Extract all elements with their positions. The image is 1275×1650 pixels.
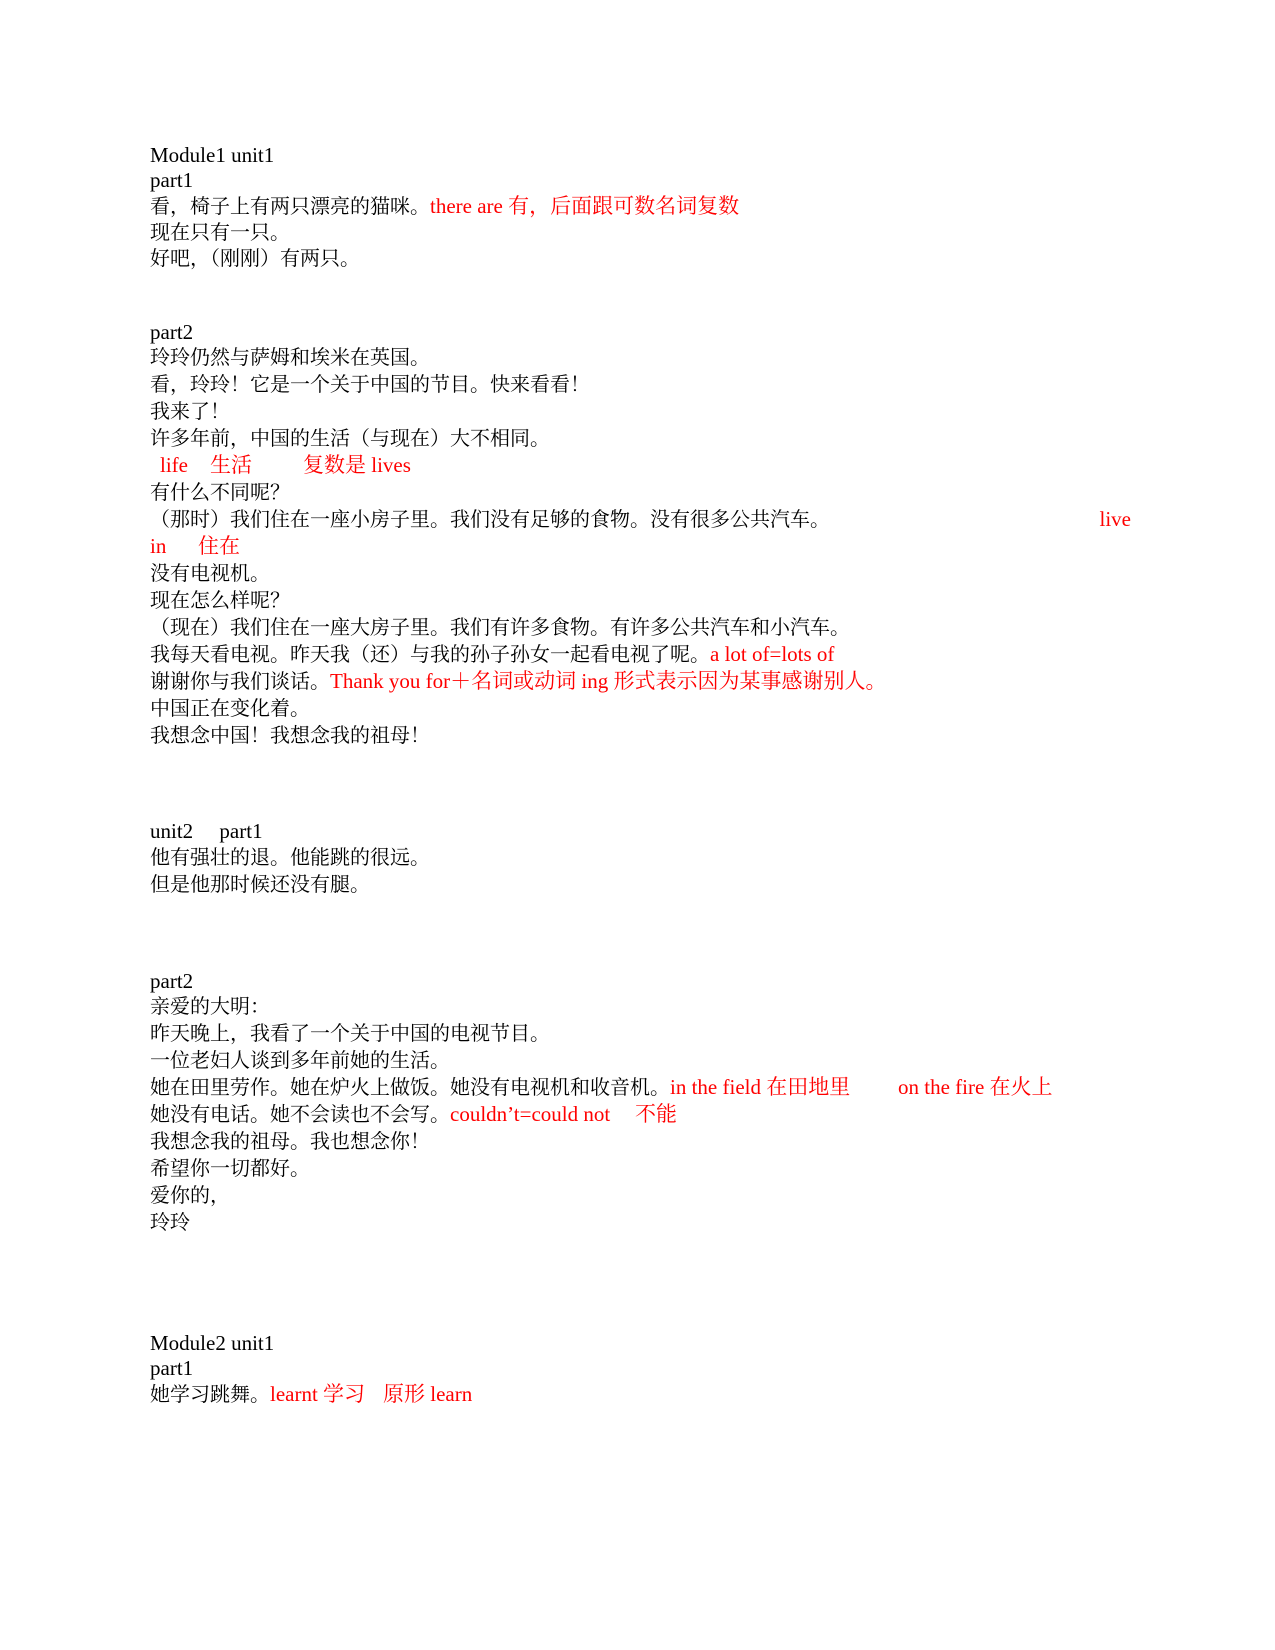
text-line: （现在）我们住在一座大房子里。我们有许多食物。有许多公共汽车和小汽车。 <box>150 615 850 639</box>
translation-text: 谢谢你与我们谈话。 <box>150 669 330 693</box>
text-line: 一位老妇人谈到多年前她的生活。 <box>150 1048 450 1072</box>
grammar-note: there are 有，后面跟可数名词复数 <box>430 194 740 218</box>
text-line: 中国正在变化着。 <box>150 696 310 720</box>
part1-label: part1 <box>150 168 194 192</box>
vocab-meaning: 住在 <box>198 534 240 558</box>
part1-label: part1 <box>150 1356 194 1380</box>
translation-text: 她在田里劳作。她在炉火上做饭。她没有电视机和收音机。 <box>150 1075 670 1099</box>
translation-text: 我每天看电视。昨天我（还）与我的孙子孙女一起看电视了呢。 <box>150 642 710 666</box>
vocab-word: in <box>150 534 167 558</box>
text-line: 亲爱的大明： <box>150 994 270 1018</box>
grammar-note: in the field 在田地里 <box>670 1075 851 1099</box>
text-line <box>150 640 1125 668</box>
text-line <box>150 505 1131 533</box>
grammar-note: a lot of=lots of <box>710 642 835 666</box>
text-line: 现在怎么样呢？ <box>150 588 290 612</box>
unit2-heading: unit2 part1 <box>150 819 263 843</box>
text-line: 有什么不同呢？ <box>150 480 290 504</box>
grammar-note: couldn’t=could not <box>450 1102 611 1126</box>
grammar-note: on the fire 在火上 <box>898 1075 1053 1099</box>
grammar-note: Thank you for＋名词或动词 ing 形式表示因为某事感谢别人。 <box>330 669 887 693</box>
text-line: 但是他那时候还没有腿。 <box>150 872 370 896</box>
part2-label: part2 <box>150 320 194 344</box>
text-line: 看，玲玲！它是一个关于中国的节目。快来看看！ <box>150 372 590 396</box>
text-line: 他有强壮的退。他能跳的很远。 <box>150 845 430 869</box>
translation-text: 她没有电话。她不会读也不会写。 <box>150 1102 450 1126</box>
vocab-word: life <box>160 453 188 477</box>
grammar-note: 不能 <box>635 1102 677 1126</box>
grammar-note: 原形 learn <box>383 1382 473 1406</box>
text-line: 许多年前，中国的生活（与现在）大不相同。 <box>150 426 550 450</box>
text-line: 爱你的， <box>150 1183 230 1207</box>
grammar-note: live <box>1099 507 1131 531</box>
text-line: 现在只有一只。 <box>150 220 290 244</box>
vocab-meaning: 生活 <box>210 453 252 477</box>
text-line <box>150 1100 1125 1128</box>
text-line: 希望你一切都好。 <box>150 1156 310 1180</box>
vocab-plural: 复数是 lives <box>303 453 411 477</box>
text-line: 好吧，（刚刚）有两只。 <box>150 246 360 270</box>
translation-text: 她学习跳舞。 <box>150 1382 270 1406</box>
text-line <box>150 1073 1125 1101</box>
text-line: 没有电视机。 <box>150 561 270 585</box>
text-line <box>150 667 1125 695</box>
vocab-note-line <box>150 532 1125 560</box>
text-line: 我想念中国！我想念我的祖母！ <box>150 723 430 747</box>
translation-text: （那时）我们住在一座小房子里。我们没有足够的食物。没有很多公共汽车。 <box>150 507 830 531</box>
module1-heading: Module1 unit1 <box>150 143 275 167</box>
text-line: 我想念我的祖母。我也想念你！ <box>150 1129 430 1153</box>
text-line <box>150 1380 1125 1408</box>
module2-heading: Module2 unit1 <box>150 1331 275 1355</box>
grammar-note: learnt 学习 <box>270 1382 366 1406</box>
text-line: 我来了！ <box>150 399 230 423</box>
text-line <box>150 192 1125 220</box>
translation-text: 看，椅子上有两只漂亮的猫咪。 <box>150 194 430 218</box>
vocab-note-line <box>150 451 1125 479</box>
part2-label: part2 <box>150 969 194 993</box>
signature-line: 玲玲 <box>150 1210 190 1234</box>
text-line: 昨天晚上，我看了一个关于中国的电视节目。 <box>150 1021 550 1045</box>
text-line: 玲玲仍然与萨姆和埃米在英国。 <box>150 345 430 369</box>
